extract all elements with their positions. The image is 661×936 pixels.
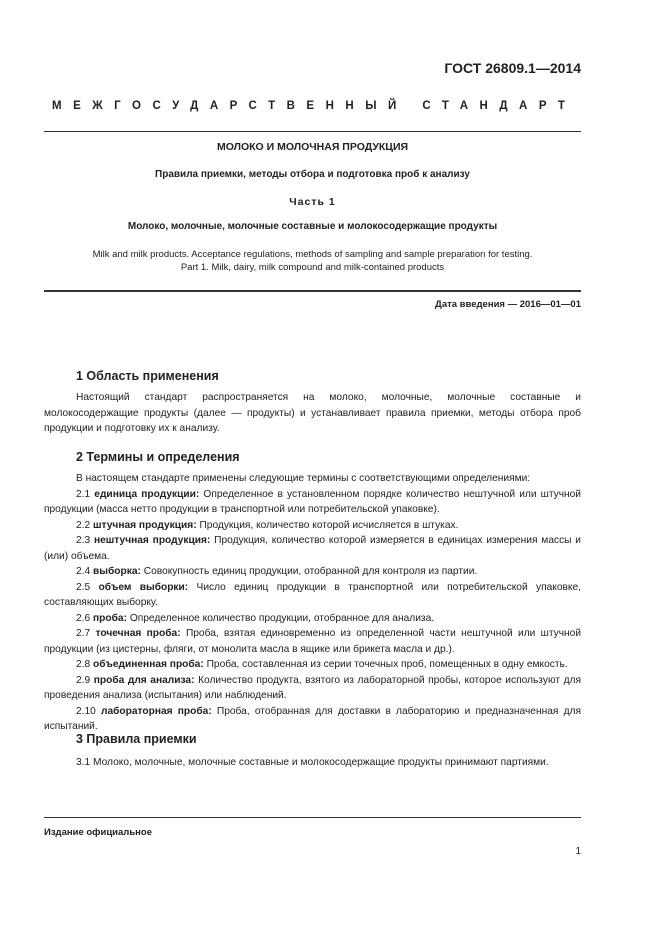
part-label: Часть 1 <box>289 196 336 208</box>
term-entry <box>44 487 581 518</box>
term-entry <box>44 704 581 735</box>
term-entry <box>44 626 581 657</box>
term-name: проба: <box>93 612 127 624</box>
term-entry <box>44 518 581 534</box>
term-number: 2.7 <box>76 628 91 639</box>
english-title-line-2: Part 1. Milk, dairy, milk compound and milk-contained products <box>180 262 445 273</box>
edition-label: Издание официальное <box>44 827 152 838</box>
term-entry <box>44 564 581 580</box>
document-subtitle: Правила приемки, методы отбора и подготовка проб к анализу <box>155 169 470 180</box>
term-definition: Совокупность единиц продукции, отобранной для контроля из партии. <box>143 566 478 577</box>
section-1-heading: 1 Область применения <box>76 369 219 383</box>
footer-rule <box>44 817 581 818</box>
term-definition: Проба, составленная из серии точечных проб, помещенных в одну емкость. <box>206 659 568 670</box>
term-number: 2.1 <box>76 488 91 500</box>
page-number: 1 <box>575 846 581 857</box>
part-title: Молоко, молочные, молочные составные и молокосодержащие продукты <box>127 221 498 232</box>
term-definition: Проба, отобранная для доставки в лабораторию и предназначенная для испытаний. <box>44 705 581 732</box>
term-definition: Продукция, количество которой исчисляется в штуках. <box>199 519 459 531</box>
term-number: 2.6 <box>76 612 91 624</box>
term-name: нештучная продукция: <box>93 535 211 546</box>
term-name: проба для анализа: <box>93 674 195 686</box>
term-entry <box>44 580 581 611</box>
term-definition: Число единиц продукции в транспортной или потребительской упаковке, составляющих выборку. <box>44 581 581 608</box>
section-3-heading: 3 Правила приемки <box>76 732 197 746</box>
term-number: 2.3 <box>76 535 91 546</box>
term-definition: Количество продукта, взятого из лабораторной пробы, которое используют для проведения анализа (испытания) или наблюдений. <box>44 674 581 701</box>
section-3-body <box>44 755 581 771</box>
term-name: лабораторная проба: <box>101 705 212 717</box>
term-number: 2.4 <box>76 566 91 577</box>
term-number: 2.2 <box>76 519 91 531</box>
header-rule <box>44 131 581 132</box>
term-definition: Продукция, количество которой измеряется в единицах измерения массы и (или) объема. <box>44 535 581 562</box>
term-name: единица продукции: <box>94 488 200 500</box>
term-entry <box>44 611 581 627</box>
english-title-line-1: Milk and milk products. Acceptance regulations, methods of sampling and sample preparation for testing. <box>92 249 533 260</box>
term-name: объединенная проба: <box>93 659 204 670</box>
term-definition: Проба, взятая единовременно из определенной части нештучной или штучной продукции (из цистерны, фляги, от монолита масла в ящике или брикета масла и др.). <box>44 628 582 655</box>
term-entry <box>44 533 581 564</box>
section-2-intro: В настоящем стандарте применены следующие термины с соответствующими определениями: <box>76 473 531 484</box>
term-definition: Определенное количество продукции, отобранное для анализа. <box>129 612 435 624</box>
term-name: выборка: <box>93 566 141 577</box>
term-entry <box>44 657 581 673</box>
section-2-heading: 2 Термины и определения <box>76 450 240 464</box>
term-number: 2.8 <box>76 659 91 670</box>
section-3-text: 3.1 Молоко, молочные, молочные составные и молокосодержащие продукты принимают партиями. <box>76 757 549 768</box>
interstate-standard-label: МЕЖГОСУДАРСТВЕННЫЙ СТАНДАРТ <box>52 100 577 112</box>
term-number: 2.10 <box>76 705 96 717</box>
term-number: 2.9 <box>76 674 91 686</box>
document-title: МОЛОКО И МОЛОЧНАЯ ПРОДУКЦИЯ <box>216 141 409 153</box>
term-name: точечная проба: <box>95 628 181 639</box>
term-name: объем выборки: <box>98 581 189 593</box>
section-1-text: Настоящий стандарт распространяется на молоко, молочные, молочные составные и молокосодержащие продукты (далее — продукты) и устанавливает правила приемки, методы отбора проб продукции и подготовку их к анализу. <box>44 392 581 434</box>
term-entry <box>44 673 581 704</box>
term-name: штучная продукция: <box>93 519 197 531</box>
term-number: 2.5 <box>76 581 91 593</box>
term-definition: Определенное в установленном порядке количество нештучной или штучной продукции (масса нетто продукции в транспортной или потребительской упаковке). <box>44 488 581 515</box>
english-title <box>44 248 581 274</box>
section-1-body <box>44 390 581 437</box>
section-2-body <box>44 471 581 735</box>
introduction-date: Дата введения — 2016—01—01 <box>435 299 581 310</box>
title-rule <box>44 290 581 292</box>
standard-number: ГОСТ 26809.1—2014 <box>444 60 581 76</box>
